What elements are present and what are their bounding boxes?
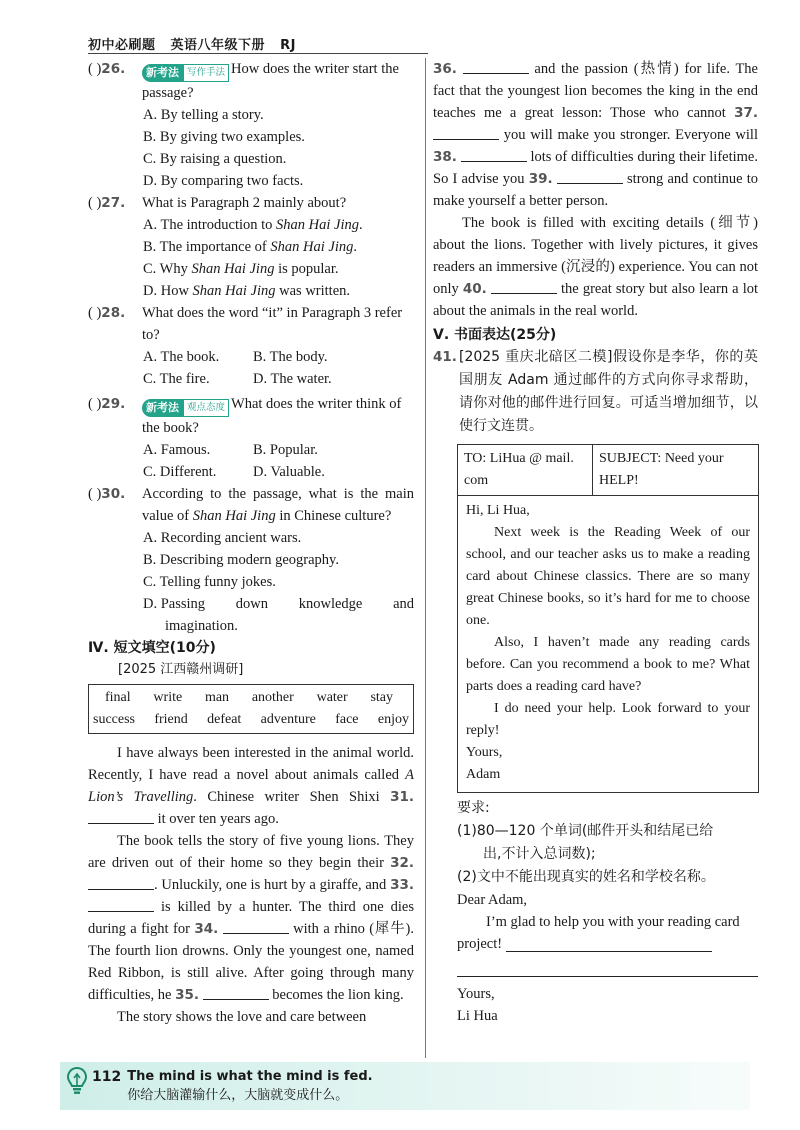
- requirements: [433, 797, 758, 889]
- email-greeting: Hi, Li Hua,: [466, 503, 530, 518]
- question-text: How does the writer start the passage?: [142, 61, 399, 101]
- book-subject: 英语八年级下册: [170, 38, 266, 53]
- option-d: D. By comparing two facts.: [143, 173, 304, 189]
- blank-31[interactable]: [88, 810, 154, 824]
- passage-paragraph-1: I have always been interested in the animal world. Recently, I have read a novel about animals called A Lion’s Travelling. Chinese writer Shen Shixi 31. it over ten years ago.: [88, 745, 414, 827]
- word-bank-row-2: success friend defeat adventure face enjoy: [93, 712, 409, 727]
- right-column: [433, 58, 758, 1027]
- email-body: [458, 496, 758, 792]
- blank-36[interactable]: [463, 60, 529, 74]
- question-30: [88, 483, 414, 527]
- requirement-1: (1)80—120 个单词(邮件开头和结尾已给: [457, 823, 714, 839]
- option-d: D. Passing down knowledge and: [143, 596, 414, 612]
- option-b: B. Describing modern geography.: [143, 552, 339, 568]
- question-text: What does the writer think of the book?: [142, 396, 402, 436]
- email-paragraph-1: Next week is the Reading Week of our school, and our teacher asks us to make a reading card about Chinese classics. There are so many great Chinese books, so it’s hard for me to choose one.: [466, 525, 750, 628]
- option-a: A. The book.: [143, 349, 220, 365]
- page-header: [88, 34, 306, 53]
- answer-paren[interactable]: ( ): [88, 195, 102, 211]
- page-number: 112: [92, 1069, 122, 1085]
- question-number: 28.: [101, 305, 126, 321]
- blank-39[interactable]: [557, 170, 623, 184]
- page-motto: [127, 1067, 372, 1105]
- section-5-title: Ⅴ. 书面表达(25分): [433, 327, 557, 343]
- question-27: [88, 192, 414, 214]
- email-subject: SUBJECT: Need your HELP!: [599, 451, 724, 488]
- writing-line[interactable]: [506, 936, 712, 952]
- options-ab: [88, 439, 414, 461]
- question-prompt: [2025 重庆北碚区二模]假设你是李华，你的英国朋友 Adam 通过邮件的方式向你寻求帮助，请你对他的邮件进行回复。可适当增加细节，以使行文连贯。: [459, 349, 758, 434]
- motto-english: The mind is what the mind is fed.: [127, 1069, 373, 1084]
- header-rule: [88, 53, 428, 54]
- passage-paragraph-4: The book is filled with exciting details (细节) about the lions. Together with lively pictures, it gives readers an immersive (沉浸的) experience. You can not only 40. the great story but also learn a lot about the animals in the real world.: [433, 215, 759, 319]
- question-28: [88, 302, 414, 346]
- email-paragraph-3: I do need your help. Look forward to your reply!: [466, 701, 750, 738]
- option-a: A. Famous.: [143, 442, 211, 458]
- page-footer: [66, 1066, 373, 1105]
- reply-start: I’m glad to help you with your reading card project!: [457, 914, 740, 952]
- requirement-1-cont: 出,不计入总词数);: [483, 846, 596, 862]
- email-header: [458, 445, 758, 496]
- answer-paren[interactable]: ( ): [88, 486, 102, 502]
- section-4-title: Ⅳ. 短文填空(10分): [88, 640, 216, 656]
- reply-closing: Yours,: [457, 986, 495, 1002]
- email-box: [457, 444, 759, 793]
- blank-32[interactable]: [88, 876, 154, 890]
- email-to: TO: LiHua @ mail. com: [458, 445, 593, 495]
- question-number: 27.: [101, 195, 126, 211]
- option-b: B. The body.: [253, 349, 328, 365]
- option-c: C. Telling funny jokes.: [143, 574, 276, 590]
- answer-paren[interactable]: ( ): [88, 396, 102, 412]
- blank-37[interactable]: [433, 126, 499, 140]
- writing-line[interactable]: [457, 955, 758, 977]
- options-cd: [88, 461, 414, 483]
- blank-40[interactable]: [491, 280, 557, 294]
- blank-35[interactable]: [203, 986, 269, 1000]
- option-a: A. By telling a story.: [143, 107, 264, 123]
- option-d: D. How Shan Hai Jing was written.: [143, 283, 351, 299]
- question-text: What does the word “it” in Paragraph 3 refer to?: [142, 305, 403, 343]
- lightbulb-icon: [66, 1066, 88, 1096]
- option-d: D. Valuable.: [253, 464, 325, 480]
- question-29: [88, 393, 414, 439]
- passage-paragraph-2: The book tells the story of five young lions. They are driven out of their home so they begin their 32. . Unluckily, one is hurt by a giraffe, and 33. is killed by a hunter. The third one dies during a fight for 34. with a rhino (犀牛). The fourth lion drowns. Only the youngest one, named Red Ribbon, is still alive. After going through many difficulties, he 35. becomes the lion king.: [88, 833, 414, 1003]
- options-cd: [88, 368, 414, 390]
- column-divider: [425, 58, 426, 1058]
- passage-paragraph-3-start: The story shows the love and care between: [117, 1009, 367, 1025]
- reply-greeting: Dear Adam,: [457, 892, 528, 908]
- blank-34[interactable]: [223, 920, 289, 934]
- question-number: 26.: [101, 61, 126, 77]
- option-a: A. Recording ancient wars.: [143, 530, 302, 546]
- email-paragraph-2: Also, I haven’t made any reading cards before. Can you recommend a book to me? What parts does a reading card have?: [466, 635, 750, 694]
- book-series: 初中必刷题: [88, 38, 156, 53]
- option-c: C. Why Shan Hai Jing is popular.: [143, 261, 339, 277]
- option-d-continued: imagination.: [165, 618, 238, 634]
- passage-paragraph-3-cont: 36. and the passion (热情) for life. The fact that the youngest lion becomes the king in the end teaches me a great lesson: Those who cannot 37. you will make you stronger. Everyone will 38. lots of difficulties during their lifetime. So I advise you 39. strong and continue to make yourself a better person.: [433, 61, 759, 209]
- option-b: B. Popular.: [253, 442, 318, 458]
- question-41: [433, 346, 758, 438]
- question-number: 41.: [433, 349, 457, 365]
- blank-38[interactable]: [461, 148, 527, 162]
- question-text: What is Paragraph 2 mainly about?: [142, 195, 347, 211]
- question-number: 29.: [101, 396, 126, 412]
- requirements-title: 要求:: [457, 800, 490, 816]
- options-ab: [88, 346, 414, 368]
- option-c: C. By raising a question.: [143, 151, 287, 167]
- motto-chinese: 你给大脑灌输什么，大脑就变成什么。: [127, 1088, 349, 1103]
- option-b: B. By giving two examples.: [143, 129, 305, 145]
- book-edition: RJ: [280, 38, 296, 53]
- new-method-badge: 新考法 写作手法: [142, 64, 229, 82]
- question-number: 30.: [101, 486, 126, 502]
- question-text: According to the passage, what is the main value of Shan Hai Jing in Chinese culture?: [142, 486, 414, 524]
- answer-paren[interactable]: ( ): [88, 305, 102, 321]
- new-method-badge: 新考法 观点态度: [142, 399, 229, 417]
- option-c: C. Different.: [143, 464, 217, 480]
- answer-paren[interactable]: ( ): [88, 61, 102, 77]
- option-a: A. The introduction to Shan Hai Jing.: [143, 217, 363, 233]
- word-bank: [88, 684, 414, 734]
- section-4-source: [2025 江西赣州调研]: [118, 662, 244, 677]
- question-26: [88, 58, 414, 104]
- option-c: C. The fire.: [143, 371, 210, 387]
- requirement-2: (2)文中不能出现真实的姓名和学校名称。: [457, 869, 715, 885]
- blank-33[interactable]: [88, 898, 154, 912]
- reply-signature: Li Hua: [457, 1008, 498, 1024]
- email-signature: Adam: [466, 767, 501, 782]
- left-column: [88, 58, 414, 1028]
- word-bank-row-1: final write man another water stay: [105, 690, 393, 705]
- option-d: D. The water.: [253, 371, 332, 387]
- option-b: B. The importance of Shan Hai Jing.: [143, 239, 357, 255]
- email-closing: Yours,: [466, 745, 503, 760]
- reply-letter: [433, 889, 758, 1027]
